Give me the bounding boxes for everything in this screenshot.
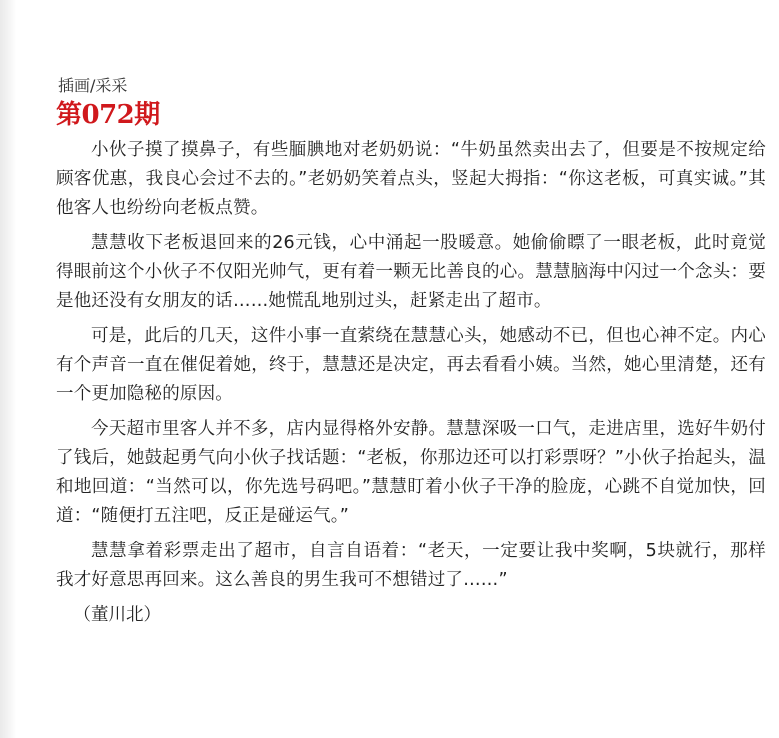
page-edge-shadow bbox=[0, 0, 16, 738]
article bbox=[56, 76, 766, 630]
paragraph-3: 可是，此后的几天，这件小事一直萦绕在慧慧心头，她感动不已，但也心神不定。内心有个声音一直在催促着她，终于，慧慧还是决定，再去看看小姨。当然，她心里清楚，还有一个更加隐秘的原因。 bbox=[56, 326, 766, 404]
paragraph-2: 慧慧收下老板退回来的26元钱，心中涌起一股暖意。她偷偷瞟了一眼老板，此时竟觉得眼前这个小伙子不仅阳光帅气，更有着一颗无比善良的心。慧慧脑海中闪过一个念头：要是他还没有女朋友的话……她慌乱地别过头，赶紧走出了超市。 bbox=[56, 233, 766, 311]
paragraph-1: 小伙子摸了摸鼻子，有些腼腆地对老奶奶说：“牛奶虽然卖出去了，但要是不按规定给顾客优惠，我良心会过不去的。”老奶奶笑着点头，竖起大拇指：“你这老板，可真实诚。”其他客人也纷纷向老板点赞。 bbox=[56, 140, 766, 218]
illustration-credit: 插画/采采 bbox=[58, 76, 128, 95]
paragraph-5: 慧慧拿着彩票走出了超市，自言自语着：“老天，一定要让我中奖啊，5块就行，那样我才好意思再回来。这么善良的男生我可不想错过了……” bbox=[56, 541, 766, 590]
author-byline: （董川北） bbox=[73, 605, 161, 625]
paragraph-4: 今天超市里客人并不多，店内显得格外安静。慧慧深吸一口气，走进店里，选好牛奶付了钱后，她鼓起勇气向小伙子找话题：“老板，你那边还可以打彩票呀？”小伙子抬起头，温和地回道：“当然可以，你先选号码吧。”慧慧盯着小伙子干净的脸庞，心跳不自觉加快，回道：“随便打五注吧，反正是碰运气。” bbox=[56, 419, 766, 526]
issue-number: 第072期 bbox=[56, 100, 160, 130]
